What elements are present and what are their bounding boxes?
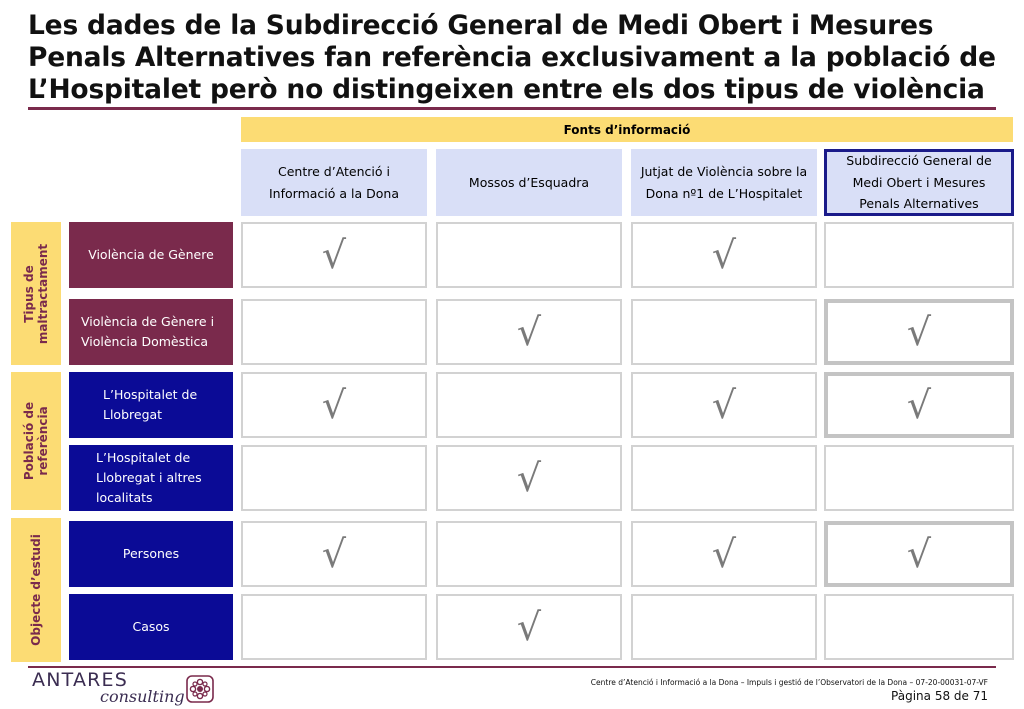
check-mark: √ (711, 532, 737, 576)
row-header-violencia-genere-domestica: Violència de Gènere i Violència Domèstica (69, 299, 233, 365)
page-title: Les dades de la Subdirecció General de Medi Obert i Mesures Penals Alternatives fan referència exclusivament a la població de L’Hospitalet però no distingeixen entre els dos tipus de violència (28, 10, 996, 105)
row-header-hospitalet-altres: L’Hospitalet de Llobregat i altres localitats (69, 445, 233, 511)
grid-cell (631, 445, 817, 511)
source-header-mossos: Mossos d’Esquadra (436, 149, 622, 216)
footer-divider (28, 666, 996, 668)
logo-subtext: consulting (100, 687, 185, 706)
grid-cell (436, 445, 622, 511)
grid-cell (631, 372, 817, 438)
group-label-text: Població de referència (22, 401, 50, 481)
check-mark: √ (906, 532, 932, 576)
grid-cell (824, 445, 1014, 511)
grid-cell (631, 222, 817, 288)
grid-cell (824, 299, 1014, 365)
row-header-casos: Casos (69, 594, 233, 660)
source-header-subdireccio: Subdirecció General de Medi Obert i Mesures Penals Alternatives (824, 149, 1014, 216)
group-label-text: Tipus de maltractament (22, 243, 50, 344)
document-reference: Centre d’Atenció i Informació a la Dona – Impuls i gestió de l’Observatori de la Dona – 07-20-00031-07-VF (590, 678, 988, 687)
grid-cell (631, 594, 817, 660)
grid-cell (241, 445, 427, 511)
grid-cell (436, 222, 622, 288)
group-label-text: Objecte d’estudi (29, 534, 43, 646)
grid-cell (241, 521, 427, 587)
grid-cell (631, 299, 817, 365)
grid-cell (436, 594, 622, 660)
antares-flower-icon (186, 675, 214, 703)
grid-cell (631, 521, 817, 587)
check-mark: √ (516, 605, 542, 649)
group-label-poblacio (11, 372, 61, 510)
check-mark: √ (321, 233, 347, 277)
page-number: Pàgina 58 de 71 (891, 689, 988, 703)
grid-cell (241, 299, 427, 365)
row-header-persones: Persones (69, 521, 233, 587)
source-header-jutjat: Jutjat de Violència sobre la Dona nº1 de L’Hospitalet (631, 149, 817, 216)
group-label-objecte (11, 518, 61, 662)
grid-cell (436, 521, 622, 587)
logo-text: ANTARES (32, 669, 129, 691)
grid-cell (824, 372, 1014, 438)
grid-cell (241, 372, 427, 438)
sources-header: Fonts d’informació (241, 117, 1013, 142)
grid-cell (436, 372, 622, 438)
source-header-caid: Centre d’Atenció i Informació a la Dona (241, 149, 427, 216)
grid-cell (241, 594, 427, 660)
grid-cell (436, 299, 622, 365)
title-divider (28, 107, 996, 110)
check-mark: √ (906, 310, 932, 354)
grid-cell (824, 521, 1014, 587)
check-mark: √ (711, 233, 737, 277)
check-mark: √ (516, 310, 542, 354)
row-header-hospitalet: L’Hospitalet de Llobregat (69, 372, 233, 438)
check-mark: √ (906, 383, 932, 427)
check-mark: √ (711, 383, 737, 427)
grid-cell (241, 222, 427, 288)
check-mark: √ (516, 456, 542, 500)
grid-cell (824, 222, 1014, 288)
grid-cell (824, 594, 1014, 660)
row-header-violencia-genere: Violència de Gènere (69, 222, 233, 288)
check-mark: √ (321, 383, 347, 427)
group-label-tipus (11, 222, 61, 365)
check-mark: √ (321, 532, 347, 576)
